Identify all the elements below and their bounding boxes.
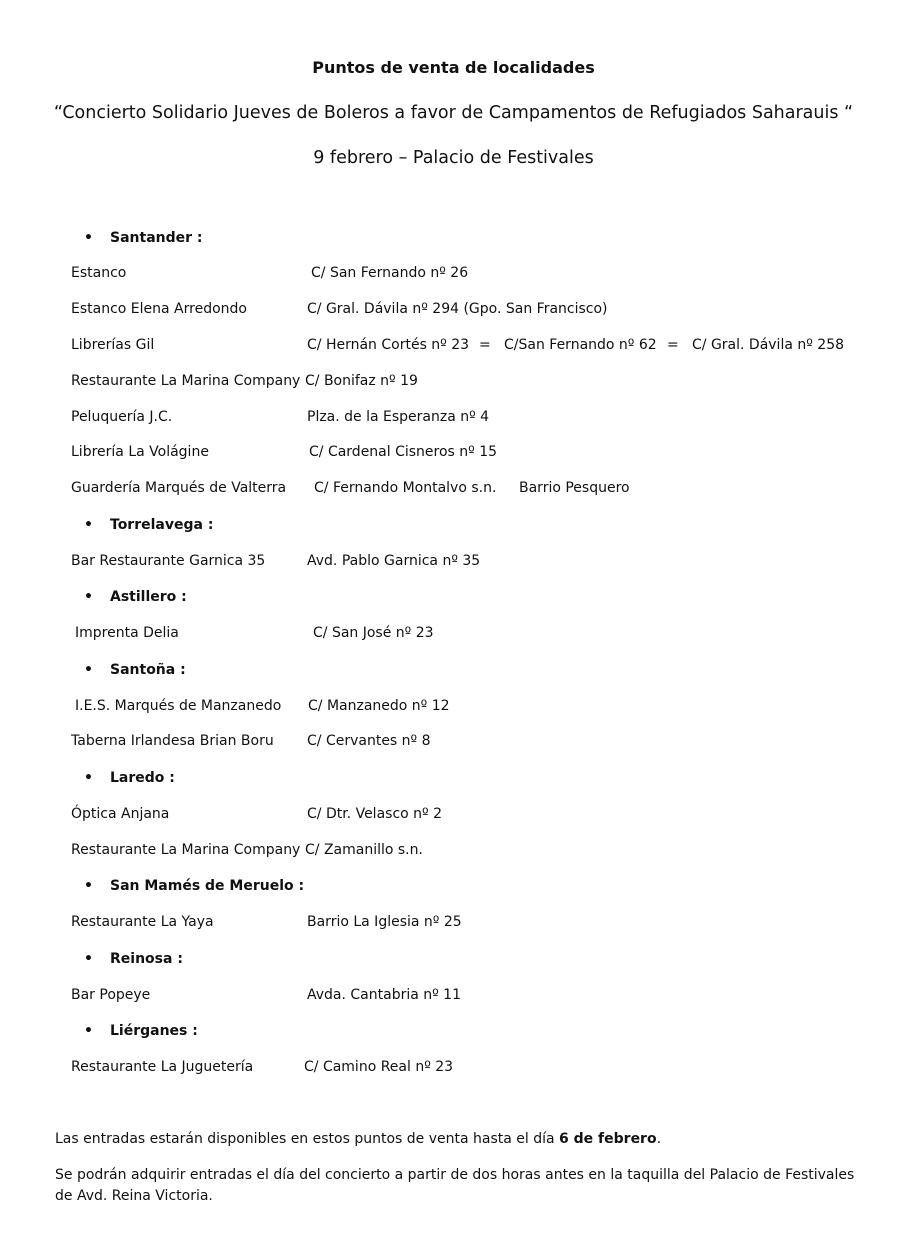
vendor-address: C/ Cardenal Cisneros nº 15	[309, 444, 498, 460]
vendor-name: Taberna Irlandesa Brian Boru	[71, 733, 274, 749]
vendor-name: Estanco Elena Arredondo	[71, 301, 247, 317]
vendor-address: C/ Hernán Cortés nº 23	[307, 337, 470, 353]
event-date-venue: 9 febrero – Palacio de Festivales	[313, 148, 594, 168]
bullet-icon: •	[84, 1023, 93, 1039]
vendor-name: Restaurante La Juguetería	[71, 1059, 254, 1075]
vendor-name: Peluquería J.C.	[71, 409, 173, 425]
vendor-address: C/ Manzanedo nº 12	[308, 698, 450, 714]
section-heading-lierganes: • Liérganes :	[84, 1023, 198, 1039]
vendor-address: C/ Cervantes nº 8	[307, 733, 431, 749]
vendor-address: C/ Bonifaz nº 19	[305, 373, 418, 389]
address-separator: =	[667, 337, 679, 353]
section-heading-santander: • Santander :	[84, 230, 203, 246]
vendor-address: C/ Dtr. Velasco nº 2	[307, 806, 442, 822]
vendor-address-extra: Barrio Pesquero	[519, 480, 630, 496]
section-heading-santona: • Santoña :	[84, 662, 186, 678]
vendor-name: Librería La Volágine	[71, 444, 209, 460]
section-heading-laredo: • Laredo :	[84, 770, 175, 786]
bullet-icon: •	[84, 517, 93, 533]
bullet-icon: •	[84, 770, 93, 786]
section-heading-reinosa: • Reinosa :	[84, 951, 183, 967]
bullet-icon: •	[84, 662, 93, 678]
vendor-address: C/ San José nº 23	[313, 625, 434, 641]
vendor-address: C/ Fernando Montalvo s.n.	[314, 480, 497, 496]
vendor-name: Bar Popeye	[71, 987, 151, 1003]
box-office-note: Se podrán adquirir entradas el día del concierto a partir de dos horas antes en la taquilla del Palacio de Festivales de Avd. Reina Victoria.	[55, 1167, 855, 1204]
bullet-icon: •	[84, 230, 93, 246]
vendor-address: C/ Camino Real nº 23	[304, 1059, 454, 1075]
vendor-address: Plza. de la Esperanza nº 4	[307, 409, 490, 425]
vendor-name: Imprenta Delia	[75, 625, 179, 641]
vendor-name: Óptica Anjana	[71, 806, 170, 822]
section-heading-torrelavega: • Torrelavega :	[84, 517, 214, 533]
vendor-name: Restaurante La Marina Company	[71, 373, 301, 389]
section-heading-san-mames-de-meruelo: • San Mamés de Meruelo :	[84, 878, 305, 894]
vendor-name: Restaurante La Marina Company	[71, 842, 301, 858]
vendor-name: Restaurante La Yaya	[71, 914, 214, 930]
bullet-icon: •	[84, 878, 93, 894]
vendor-address-3: C/ Gral. Dávila nº 258	[692, 337, 845, 353]
bullet-icon: •	[84, 951, 93, 967]
vendor-address: C/ Zamanillo s.n.	[305, 842, 423, 858]
availability-date: 6 de febrero	[559, 1131, 657, 1147]
vendor-name: Guardería Marqués de Valterra	[71, 480, 287, 496]
event-subtitle: “Concierto Solidario Jueves de Boleros a favor de Campamentos de Refugiados Saharauis “	[53, 103, 854, 123]
vendor-name: Librerías Gil	[71, 337, 155, 353]
vendor-address-2: C/San Fernando nº 62	[504, 337, 657, 353]
vendor-address: Avd. Pablo Garnica nº 35	[307, 553, 481, 569]
vendor-address: C/ Gral. Dávila nº 294 (Gpo. San Francisco)	[307, 301, 608, 317]
address-separator: =	[479, 337, 491, 353]
document-title: Puntos de venta de localidades	[312, 58, 595, 77]
vendor-name: Estanco	[71, 265, 127, 281]
vendor-address: Avda. Cantabria nº 11	[307, 987, 461, 1003]
vendor-name: I.E.S. Marqués de Manzanedo	[75, 698, 282, 714]
section-heading-astillero: • Astillero :	[84, 589, 187, 605]
vendor-name: Bar Restaurante Garnica 35	[71, 553, 266, 569]
vendor-address: C/ San Fernando nº 26	[311, 265, 469, 281]
availability-note: Las entradas estarán disponibles en estos puntos de venta hasta el día 6 de febrero.	[55, 1131, 662, 1147]
bullet-icon: •	[84, 589, 93, 605]
vendor-address: Barrio La Iglesia nº 25	[307, 914, 462, 930]
